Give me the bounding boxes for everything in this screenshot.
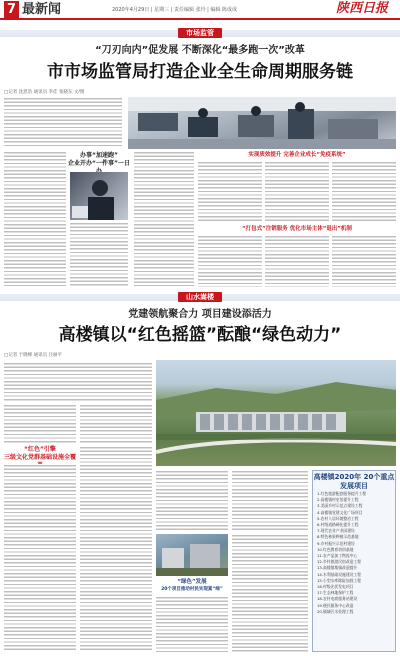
project-list-item: 12.乡村旅游民宿改造工程 (317, 559, 362, 565)
project-list-item: 19.便民服务中心改造 (317, 602, 354, 608)
project-list-item: 7.现代农业产业园建设 (317, 528, 355, 534)
page-number: 7 (4, 1, 19, 18)
project-list-item: 15.小型水库除险加固工程 (317, 577, 362, 583)
project-list-title: 高楼镇2020年 20个重点发展项目 (313, 473, 395, 490)
article1-photo-clerk (70, 172, 128, 220)
newspaper-logo: 陕西日报 (335, 1, 388, 16)
article1-caption-2: “打包式”注销服务 优化市场主体“退出”机制 (242, 226, 352, 232)
article1-subhead: “刀刃向内”促发展 不断深化“最多跑一次”改革 (95, 45, 305, 56)
article1-column-4 (198, 161, 262, 223)
article2-column-7 (156, 596, 228, 652)
article1-side-heading-2: 企业开办“一件事”一日 (68, 160, 130, 167)
project-list-item: 9.乡村振兴示范村建设 (317, 540, 355, 546)
article1-side-heading-1: 办事“加速跑” (80, 152, 118, 159)
article1-column-9 (332, 235, 396, 287)
project-list-item: 3.美丽乡村示范点建设工程 (317, 503, 363, 509)
article2-caption-1: “绿色”发展 (177, 579, 207, 585)
aerial-town-graphic (156, 360, 396, 466)
article2-byline: □记者 于晓峰 通讯员 汪丽平 (4, 353, 63, 358)
article1-column-6 (332, 161, 396, 223)
article1-chip: 市场监管 (178, 28, 222, 38)
article2-side-heading-2: 三级文化党群基础设施全覆 (4, 454, 77, 461)
article1-headline: 市市场监管局打造企业全生命周期服务链 (47, 62, 353, 82)
project-list-item: 6.村级道路硬化提升工程 (317, 522, 359, 528)
project-list-item: 10.红色教育培训基地 (317, 546, 354, 552)
article2-photo-project (156, 534, 228, 576)
article2-caption-2: 20个项目推动村民实现富“绿” (161, 587, 223, 592)
project-site-graphic (156, 534, 228, 576)
article1-column-3 (134, 151, 194, 286)
article1-column-8 (265, 235, 329, 287)
project-list-item: 17.生态林地保护工程 (317, 590, 354, 596)
project-list-item: 18.农村电商服务站建设 (317, 596, 358, 602)
article2-column-2 (80, 404, 152, 444)
project-list-item: 2.高楼镇村史馆提升工程 (317, 497, 359, 503)
project-list-item: 5.农村人居环境整治工程 (317, 515, 359, 521)
article2-photo-aerial (156, 360, 396, 466)
clerk-graphic (70, 172, 128, 220)
article2-column-4 (80, 446, 152, 652)
office-scene-graphic (128, 97, 396, 149)
article1-lead-text (4, 97, 122, 147)
article2-subhead: 党建领航聚合力 项目建设添活力 (128, 309, 272, 320)
article1-caption-1: 实现质效提升 完善企业成长“免疫系统” (248, 152, 346, 158)
article1-photo-office (128, 97, 396, 149)
project-list-item: 11.农产品加工物流中心 (317, 553, 358, 559)
project-list-item: 20.镇域污水处理工程 (317, 608, 354, 614)
article1-byline: □记者 沈恩浩 通讯员 李佳 张晓东 文/图 (4, 90, 85, 95)
article2-column-6 (232, 470, 308, 530)
masthead (0, 0, 400, 20)
article2-column-5 (156, 470, 228, 530)
article2-headline: 高楼镇以“红色摇篮”酝酿“绿色动力” (58, 325, 342, 345)
project-list (313, 491, 395, 615)
issue-meta: 2020年4月29日 | 星期三 | 责任编辑 张玲 | 编辑 陈成成 (112, 7, 238, 13)
article2-column-1 (4, 404, 76, 444)
article2-column-3 (4, 464, 76, 652)
article1-column-2 (70, 222, 128, 286)
article2-column-8 (232, 534, 308, 652)
article1-column-5 (265, 161, 329, 223)
article2-lead-text (4, 362, 152, 402)
article1-column-7 (198, 235, 262, 287)
project-list-item: 1.红色旅游配套服务提升工程 (317, 491, 367, 496)
article1-column-1 (4, 151, 66, 286)
project-list-item: 16.村级光伏发电项目 (317, 584, 354, 590)
project-list-item: 13.高楼镇集镇改造提升 (317, 565, 358, 571)
project-list-item: 14.水利基础设施建设工程 (317, 571, 362, 577)
article2-chip: 山水嵩楼 (178, 292, 222, 302)
article2-side-heading-1: “红色”引擎 (24, 446, 56, 453)
section-title: 最新闻 (22, 2, 62, 17)
project-list-item: 4.高楼镇党建文化广场项目 (317, 509, 363, 515)
project-list-item: 8.特色林果种植示范基地 (317, 534, 359, 540)
project-list-box (312, 470, 396, 652)
